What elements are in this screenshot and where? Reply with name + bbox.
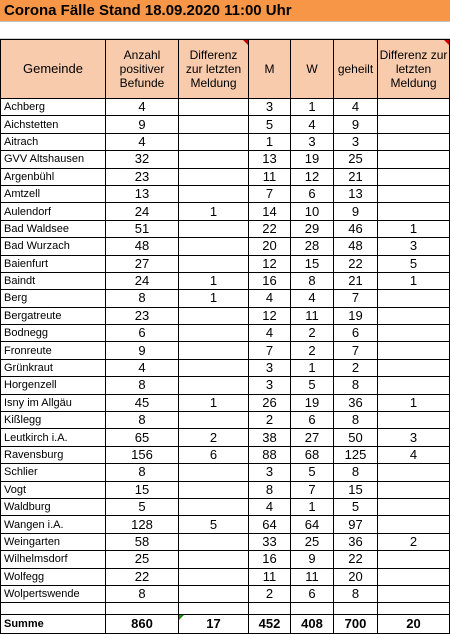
cell-geheilt: 13: [334, 185, 378, 202]
empty-cell: [106, 603, 179, 615]
table-row: [1, 551, 450, 568]
cell-differenz: [179, 238, 249, 255]
summe-w: 408: [291, 615, 334, 634]
cell-anzahl: 27: [106, 255, 179, 272]
cell-anzahl: 5: [106, 498, 179, 515]
cell-gemeinde: Grünkraut: [1, 359, 106, 376]
cell-differenz-geheilt: [378, 412, 450, 429]
cell-anzahl: 32: [106, 151, 179, 168]
cell-differenz: [179, 342, 249, 359]
cell-w: 4: [291, 290, 334, 307]
cell-gemeinde: Aitrach: [1, 133, 106, 150]
cell-differenz-geheilt: 1: [378, 272, 450, 289]
cell-w: 68: [291, 446, 334, 463]
cell-gemeinde: Bad Waldsee: [1, 220, 106, 237]
header-anzahl: Anzahl positiver Befunde: [106, 40, 179, 99]
empty-row: [0, 22, 450, 39]
cell-anzahl: 51: [106, 220, 179, 237]
cell-gemeinde: Argenbühl: [1, 168, 106, 185]
cell-geheilt: 21: [334, 272, 378, 289]
empty-cell: [334, 603, 378, 615]
cell-differenz: [179, 568, 249, 585]
table-row: [1, 533, 450, 550]
cell-differenz: 1: [179, 272, 249, 289]
empty-cell: [378, 603, 450, 615]
cell-gemeinde: Isny im Allgäu: [1, 394, 106, 411]
cell-geheilt: 48: [334, 238, 378, 255]
cell-w: 1: [291, 99, 334, 116]
cell-m: 2: [249, 412, 291, 429]
table-row: [1, 481, 450, 498]
summe-differenz-value: 17: [206, 616, 221, 632]
cell-anzahl: 6: [106, 325, 179, 342]
table-row: [1, 151, 450, 168]
cell-gemeinde: Aichstetten: [1, 116, 106, 133]
cell-anzahl: 23: [106, 307, 179, 324]
cell-gemeinde: Baindt: [1, 272, 106, 289]
cell-m: 4: [249, 290, 291, 307]
summe-row: [1, 615, 450, 634]
cell-w: 1: [291, 498, 334, 515]
cell-w: 4: [291, 116, 334, 133]
cell-anzahl: 8: [106, 412, 179, 429]
cell-geheilt: 2: [334, 359, 378, 376]
cell-geheilt: 21: [334, 168, 378, 185]
table-row: [1, 99, 450, 116]
cell-m: 12: [249, 255, 291, 272]
cell-differenz-geheilt: [378, 290, 450, 307]
cell-geheilt: 8: [334, 377, 378, 394]
cell-differenz-geheilt: [378, 498, 450, 515]
cell-m: 3: [249, 359, 291, 376]
cell-anzahl: 23: [106, 168, 179, 185]
cell-m: 7: [249, 185, 291, 202]
cell-gemeinde: Vogt: [1, 481, 106, 498]
cell-differenz: [179, 168, 249, 185]
cell-gemeinde: Wangen i.A.: [1, 516, 106, 533]
cell-m: 1: [249, 133, 291, 150]
cell-geheilt: 25: [334, 151, 378, 168]
table-row: [1, 238, 450, 255]
table-row: [1, 429, 450, 446]
cell-anzahl: 8: [106, 377, 179, 394]
table-row: [1, 203, 450, 220]
cell-differenz: [179, 255, 249, 272]
empty-cell: [291, 603, 334, 615]
cell-geheilt: 15: [334, 481, 378, 498]
cell-gemeinde: Leutkirch i.A.: [1, 429, 106, 446]
cell-differenz-geheilt: [378, 377, 450, 394]
cell-m: 7: [249, 342, 291, 359]
cell-anzahl: 25: [106, 551, 179, 568]
cell-geheilt: 9: [334, 203, 378, 220]
cell-gemeinde: Wolpertswende: [1, 585, 106, 602]
cell-anzahl: 8: [106, 290, 179, 307]
cell-differenz: [179, 585, 249, 602]
cell-anzahl: 4: [106, 99, 179, 116]
cell-differenz-geheilt: [378, 568, 450, 585]
cell-differenz: [179, 464, 249, 481]
cell-differenz-geheilt: [378, 116, 450, 133]
cell-anzahl: 24: [106, 203, 179, 220]
cell-m: 88: [249, 446, 291, 463]
cell-m: 8: [249, 481, 291, 498]
cell-differenz-geheilt: [378, 551, 450, 568]
cell-anzahl: 24: [106, 272, 179, 289]
cell-geheilt: 6: [334, 325, 378, 342]
cell-w: 12: [291, 168, 334, 185]
cell-m: 16: [249, 272, 291, 289]
cell-anzahl: 8: [106, 585, 179, 602]
cell-geheilt: 36: [334, 394, 378, 411]
cell-w: 28: [291, 238, 334, 255]
cell-w: 1: [291, 359, 334, 376]
cell-differenz-geheilt: [378, 516, 450, 533]
cell-geheilt: 46: [334, 220, 378, 237]
table-row: [1, 168, 450, 185]
cell-gemeinde: Baienfurt: [1, 255, 106, 272]
cell-gemeinde: Weingarten: [1, 533, 106, 550]
cell-m: 3: [249, 464, 291, 481]
cell-differenz: 1: [179, 394, 249, 411]
cell-gemeinde: Aulendorf: [1, 203, 106, 220]
cell-gemeinde: GVV Altshausen: [1, 151, 106, 168]
empty-cell: [179, 603, 249, 615]
cell-m: 4: [249, 325, 291, 342]
cell-differenz-geheilt: [378, 133, 450, 150]
cell-anzahl: 48: [106, 238, 179, 255]
cell-differenz: 6: [179, 446, 249, 463]
comment-marker-icon: [243, 40, 248, 45]
summe-geheilt: 700: [334, 615, 378, 634]
cell-differenz: [179, 359, 249, 376]
cell-w: 25: [291, 533, 334, 550]
spacer-row: [1, 603, 450, 615]
header-w: W: [291, 40, 334, 99]
cell-anzahl: 4: [106, 133, 179, 150]
table-row: [1, 446, 450, 463]
table-row: [1, 464, 450, 481]
cell-differenz: [179, 220, 249, 237]
header-differenz-label: Differenz zur letzten Meldung: [185, 48, 242, 90]
cell-m: 3: [249, 377, 291, 394]
cell-differenz: [179, 412, 249, 429]
cell-differenz: [179, 99, 249, 116]
cell-geheilt: 125: [334, 446, 378, 463]
cell-differenz-geheilt: 3: [378, 429, 450, 446]
cell-geheilt: 50: [334, 429, 378, 446]
cell-geheilt: 8: [334, 412, 378, 429]
cell-m: 38: [249, 429, 291, 446]
cell-w: 10: [291, 203, 334, 220]
cell-geheilt: 8: [334, 585, 378, 602]
cell-differenz: [179, 533, 249, 550]
table-row: [1, 516, 450, 533]
cell-anzahl: 13: [106, 185, 179, 202]
page-title: Corona Fälle Stand 18.09.2020 11:00 Uhr: [4, 2, 292, 19]
table-row: [1, 568, 450, 585]
cell-anzahl: 8: [106, 464, 179, 481]
cell-geheilt: 3: [334, 133, 378, 150]
cell-w: 2: [291, 325, 334, 342]
cell-gemeinde: Schlier: [1, 464, 106, 481]
cell-differenz: [179, 377, 249, 394]
cell-w: 6: [291, 585, 334, 602]
table-row: [1, 585, 450, 602]
cell-differenz: [179, 307, 249, 324]
cell-differenz-geheilt: [378, 325, 450, 342]
cell-differenz: 1: [179, 203, 249, 220]
cell-w: 11: [291, 307, 334, 324]
cell-anzahl: 15: [106, 481, 179, 498]
cell-w: 7: [291, 481, 334, 498]
cell-geheilt: 9: [334, 116, 378, 133]
table-row: [1, 342, 450, 359]
cell-geheilt: 22: [334, 255, 378, 272]
cell-w: 6: [291, 412, 334, 429]
cell-differenz-geheilt: [378, 585, 450, 602]
cell-differenz: 5: [179, 516, 249, 533]
cell-w: 3: [291, 133, 334, 150]
cell-differenz: 1: [179, 290, 249, 307]
cell-gemeinde: Wolfegg: [1, 568, 106, 585]
cell-w: 5: [291, 464, 334, 481]
cell-m: 13: [249, 151, 291, 168]
cell-anzahl: 65: [106, 429, 179, 446]
cell-m: 64: [249, 516, 291, 533]
summe-differenz-geheilt: 20: [378, 615, 450, 634]
cell-m: 4: [249, 498, 291, 515]
cell-differenz-geheilt: [378, 185, 450, 202]
cell-gemeinde: Bad Wurzach: [1, 238, 106, 255]
cell-w: 27: [291, 429, 334, 446]
table-row: [1, 394, 450, 411]
cell-differenz: 2: [179, 429, 249, 446]
cell-anzahl: 58: [106, 533, 179, 550]
cell-gemeinde: Bergatreute: [1, 307, 106, 324]
cell-differenz-geheilt: 3: [378, 238, 450, 255]
cell-geheilt: 5: [334, 498, 378, 515]
empty-cell: [249, 603, 291, 615]
cell-anzahl: 22: [106, 568, 179, 585]
cell-differenz-geheilt: 2: [378, 533, 450, 550]
cell-differenz-geheilt: [378, 168, 450, 185]
header-geheilt: geheilt: [334, 40, 378, 99]
cell-m: 3: [249, 99, 291, 116]
cell-anzahl: 156: [106, 446, 179, 463]
cell-differenz-geheilt: 1: [378, 394, 450, 411]
cell-geheilt: 36: [334, 533, 378, 550]
table-row: [1, 133, 450, 150]
cell-differenz: [179, 325, 249, 342]
cell-anzahl: 9: [106, 342, 179, 359]
cell-w: 19: [291, 394, 334, 411]
cell-w: 2: [291, 342, 334, 359]
cell-m: 33: [249, 533, 291, 550]
corona-cases-table: [0, 39, 450, 634]
cell-anzahl: 45: [106, 394, 179, 411]
cell-gemeinde: Horgenzell: [1, 377, 106, 394]
header-row: [1, 40, 450, 99]
cell-anzahl: 4: [106, 359, 179, 376]
table-row: [1, 359, 450, 376]
cell-differenz: [179, 133, 249, 150]
cell-differenz: [179, 551, 249, 568]
cell-differenz-geheilt: [378, 481, 450, 498]
cell-differenz: [179, 498, 249, 515]
table-row: [1, 255, 450, 272]
table-row: [1, 377, 450, 394]
error-marker-icon: [179, 615, 184, 620]
cell-differenz-geheilt: [378, 359, 450, 376]
cell-differenz-geheilt: [378, 203, 450, 220]
cell-m: 11: [249, 568, 291, 585]
table-row: [1, 412, 450, 429]
cell-differenz: [179, 481, 249, 498]
cell-w: 19: [291, 151, 334, 168]
title-bar: [0, 0, 450, 22]
table-row: [1, 498, 450, 515]
cell-geheilt: 8: [334, 464, 378, 481]
cell-differenz-geheilt: [378, 151, 450, 168]
cell-w: 15: [291, 255, 334, 272]
header-differenz-geheilt-label: Differenz zur letzten Meldung: [379, 48, 448, 90]
cell-anzahl: 9: [106, 116, 179, 133]
cell-differenz: [179, 151, 249, 168]
cell-geheilt: 7: [334, 342, 378, 359]
cell-geheilt: 19: [334, 307, 378, 324]
summe-gemeinde: Summe: [1, 615, 106, 634]
cell-geheilt: 22: [334, 551, 378, 568]
cell-w: 64: [291, 516, 334, 533]
table-row: [1, 116, 450, 133]
cell-differenz-geheilt: [378, 342, 450, 359]
cell-geheilt: 7: [334, 290, 378, 307]
cell-differenz-geheilt: [378, 307, 450, 324]
table-row: [1, 220, 450, 237]
cell-differenz: [179, 116, 249, 133]
summe-m: 452: [249, 615, 291, 634]
cell-differenz: [179, 185, 249, 202]
cell-geheilt: 4: [334, 99, 378, 116]
cell-w: 9: [291, 551, 334, 568]
cell-m: 2: [249, 585, 291, 602]
header-differenz-geheilt: [378, 40, 450, 99]
cell-m: 12: [249, 307, 291, 324]
cell-differenz-geheilt: 5: [378, 255, 450, 272]
cell-w: 6: [291, 185, 334, 202]
cell-gemeinde: Fronreute: [1, 342, 106, 359]
summe-anzahl: 860: [106, 615, 179, 634]
cell-gemeinde: Ravensburg: [1, 446, 106, 463]
cell-m: 11: [249, 168, 291, 185]
cell-gemeinde: Bodnegg: [1, 325, 106, 342]
cell-w: 5: [291, 377, 334, 394]
cell-m: 26: [249, 394, 291, 411]
cell-gemeinde: Kißlegg: [1, 412, 106, 429]
table-body: [1, 99, 450, 634]
table-row: [1, 325, 450, 342]
cell-m: 14: [249, 203, 291, 220]
header-gemeinde: Gemeinde: [1, 40, 106, 99]
table-row: [1, 185, 450, 202]
cell-gemeinde: Waldburg: [1, 498, 106, 515]
cell-gemeinde: Amtzell: [1, 185, 106, 202]
summe-differenz: [179, 615, 249, 634]
header-m: M: [249, 40, 291, 99]
table-row: [1, 307, 450, 324]
cell-gemeinde: Achberg: [1, 99, 106, 116]
cell-gemeinde: Berg: [1, 290, 106, 307]
empty-cell: [1, 603, 106, 615]
comment-marker-icon: [444, 40, 449, 45]
cell-gemeinde: Wilhelmsdorf: [1, 551, 106, 568]
cell-geheilt: 97: [334, 516, 378, 533]
cell-m: 22: [249, 220, 291, 237]
cell-m: 5: [249, 116, 291, 133]
cell-w: 11: [291, 568, 334, 585]
cell-differenz-geheilt: 4: [378, 446, 450, 463]
cell-differenz-geheilt: [378, 99, 450, 116]
cell-m: 16: [249, 551, 291, 568]
cell-anzahl: 128: [106, 516, 179, 533]
table-row: [1, 290, 450, 307]
cell-m: 20: [249, 238, 291, 255]
cell-differenz-geheilt: [378, 464, 450, 481]
header-differenz: [179, 40, 249, 99]
cell-differenz-geheilt: 1: [378, 220, 450, 237]
table-row: [1, 272, 450, 289]
cell-geheilt: 20: [334, 568, 378, 585]
cell-w: 8: [291, 272, 334, 289]
cell-w: 29: [291, 220, 334, 237]
